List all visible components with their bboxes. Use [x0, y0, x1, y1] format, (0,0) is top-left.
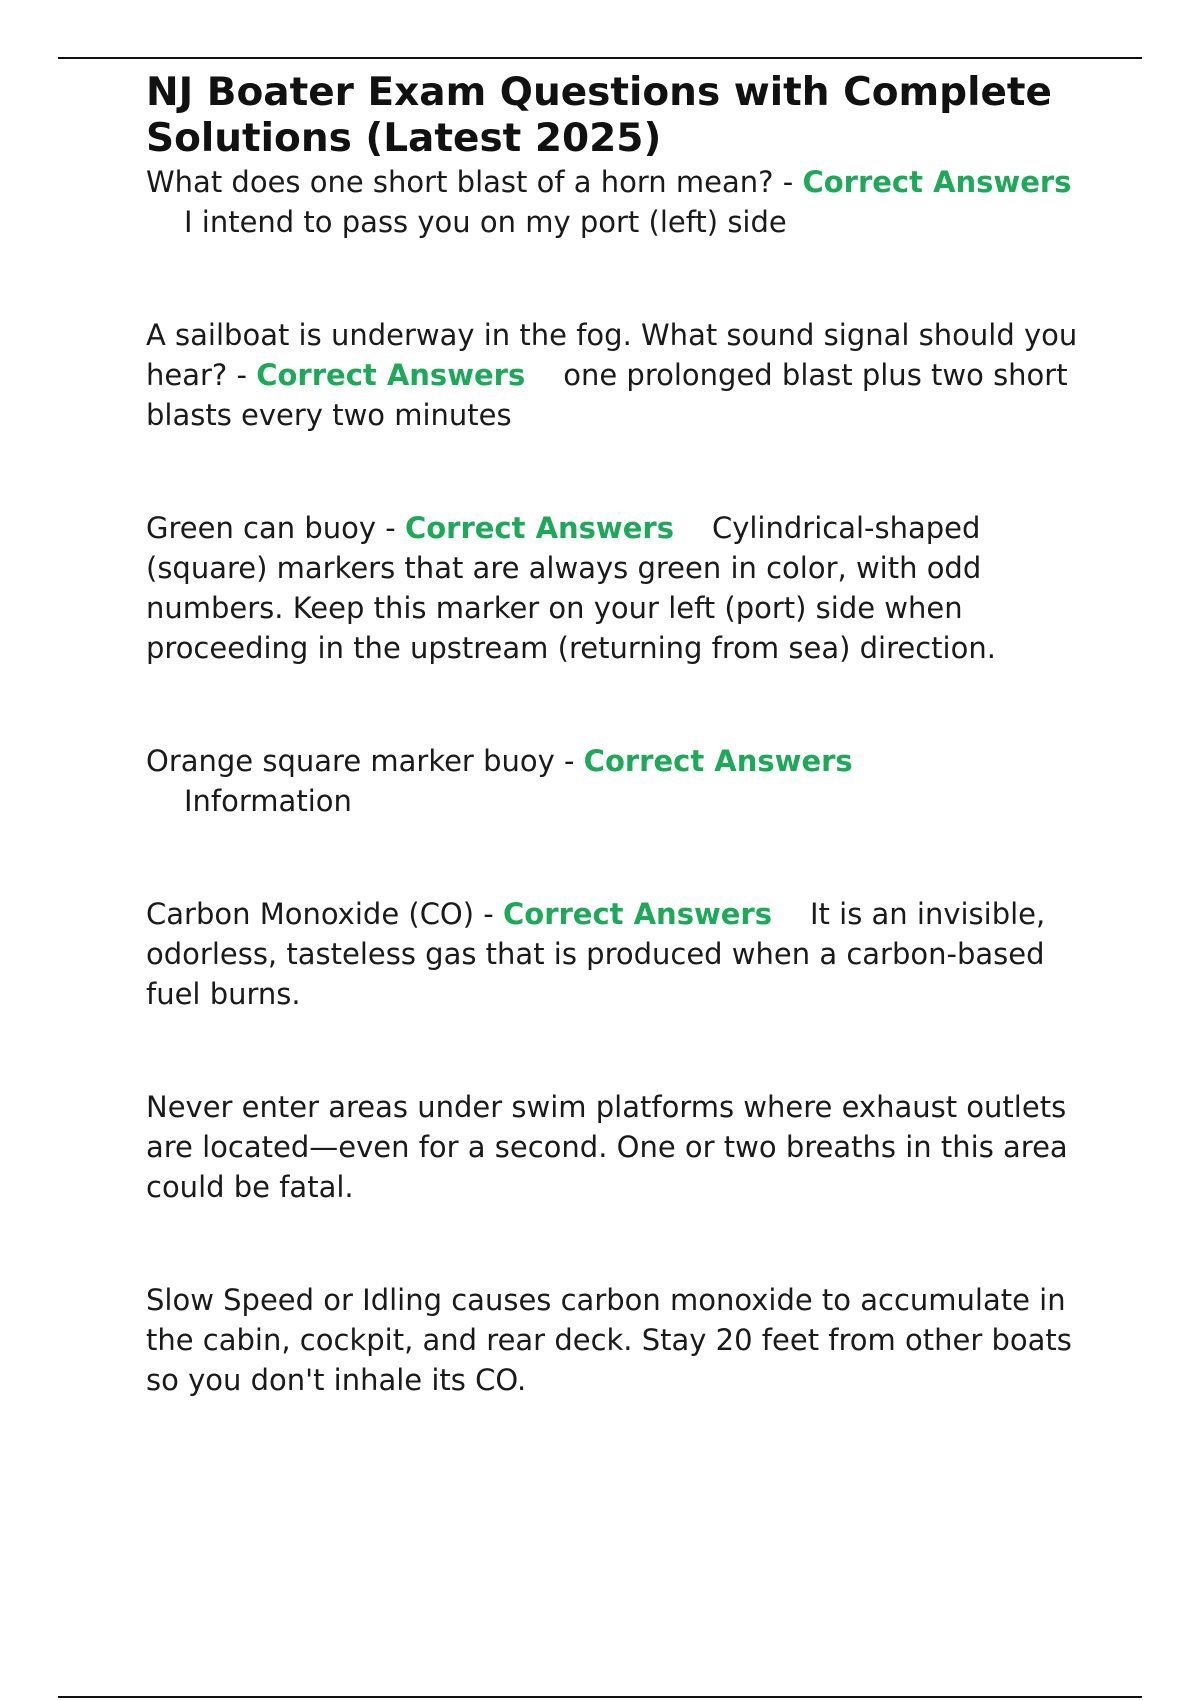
answer-text: It is an invisible, odorless, tasteless gas that is produced when a carbon-based fuel burns. [146, 897, 1046, 1011]
question-text: What does one short blast of a horn mean? - [146, 165, 803, 199]
info-paragraph: Never enter areas under swim platforms where exhaust outlets are located—even for a second. One or two breaths in this area could be fatal. [146, 1090, 1068, 1204]
answer-text: I intend to pass you on my port (left) side [184, 205, 787, 239]
info-paragraph: Slow Speed or Idling causes carbon monoxide to accumulate in the cabin, cockpit, and rear deck. Stay 20 feet from other boats so you don't inhale its CO. [146, 1283, 1072, 1397]
question-text: Orange square marker buoy - [146, 744, 584, 778]
question-text: Green can buoy - [146, 511, 405, 545]
question-text: Carbon Monoxide (CO) - [146, 897, 503, 931]
qa-item [146, 508, 1096, 668]
correct-answers-label: Correct Answers [256, 358, 526, 392]
answer-text: Cylindrical-shaped (square) markers that are always green in color, with odd numbers. Keep this marker on your left (port) side when proceeding in the upstream (returning from sea) direction. [146, 511, 996, 665]
correct-answers-label: Correct Answers [583, 744, 853, 778]
top-rule [58, 57, 1142, 59]
correct-answers-label: Correct Answers [802, 165, 1072, 199]
qa-item [146, 894, 1096, 1014]
answer-text: Information [184, 784, 352, 818]
correct-answers-label: Correct Answers [404, 511, 674, 545]
document-title: NJ Boater Exam Questions with Complete Solutions (Latest 2025) [146, 70, 1053, 161]
document-body [146, 70, 1096, 1400]
qa-item [146, 162, 1096, 242]
question-text: A sailboat is underway in the fog. What sound signal should you hear? - [146, 318, 1078, 392]
qa-item [146, 315, 1096, 435]
answer-text: one prolonged blast plus two short blasts every two minutes [146, 358, 1068, 432]
correct-answers-label: Correct Answers [502, 897, 772, 931]
qa-item [146, 741, 1096, 821]
bottom-rule [58, 1696, 1142, 1698]
